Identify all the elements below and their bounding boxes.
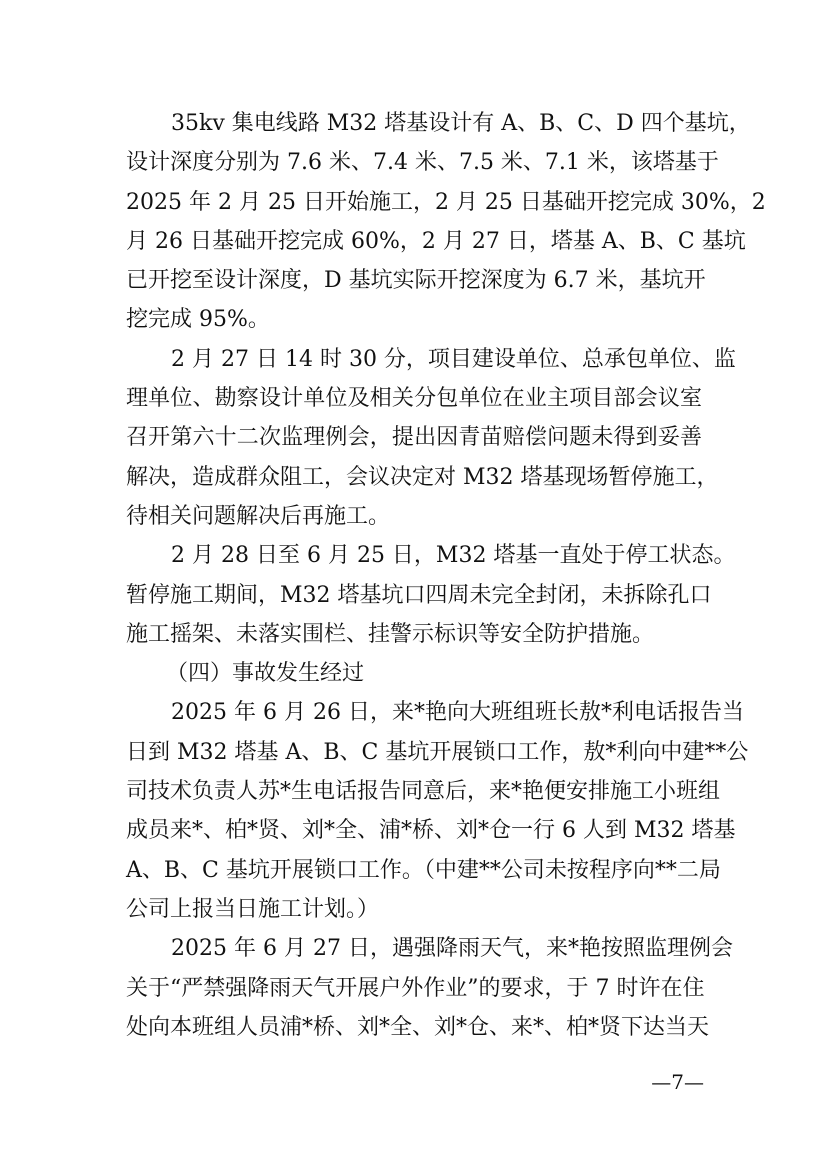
- text-line: 2025 年 2 月 25 日开始施工，2 月 25 日基础开挖完成 30%，2: [126, 189, 766, 215]
- text-line: 理单位、勘察设计单位及相关分包单位在业主项目部会议室: [126, 386, 702, 412]
- document-body: [126, 104, 766, 1047]
- text-line: （四）事故发生经过: [166, 661, 365, 687]
- text-line: 挖完成 95%。: [126, 307, 270, 333]
- text-line: 司技术负责人苏*生电话报告同意后，来*艳便安排施工小班组: [126, 779, 721, 805]
- paragraph: [126, 929, 733, 1047]
- text-line: 月 26 日基础开挖完成 60%，2 月 27 日，塔基 A、B、C 基坑: [126, 228, 746, 254]
- text-line: 施工摇架、未落实围栏、挂警示标识等安全防护措施。: [126, 621, 655, 647]
- text-line: 解决，造成群众阻工，会议决定对 M32 塔基现场暂停施工，: [126, 464, 719, 490]
- text-line: 2025 年 6 月 26 日，来*艳向大班组班长敖*利电话报告当: [171, 700, 744, 726]
- paragraph: [126, 693, 749, 929]
- text-line: 已开挖至设计深度，D 基坑实际开挖深度为 6.7 米，基坑开: [126, 268, 706, 294]
- text-line: 2 月 28 日至 6 月 25 日，M32 塔基一直处于停工状态。: [171, 543, 736, 569]
- page-number: —7—: [651, 1070, 704, 1094]
- text-line: 设计深度分别为 7.6 米、7.4 米、7.5 米、7.1 米，该塔基于: [126, 150, 719, 176]
- text-line: 处向本班组人员浦*桥、刘*全、刘*仓、来*、柏*贤下达当天: [126, 1014, 710, 1040]
- paragraph: [126, 536, 736, 654]
- section-heading: [126, 654, 702, 693]
- paragraph: [126, 340, 736, 536]
- paragraph: [126, 104, 766, 340]
- text-line: 2025 年 6 月 27 日，遇强降雨天气，来*艳按照监理例会: [171, 936, 733, 962]
- text-line: 召开第六十二次监理例会，提出因青苗赔偿问题未得到妥善: [126, 425, 702, 451]
- text-line: 待相关问题解决后再施工。: [126, 503, 391, 529]
- text-line: A、B、C 基坑开展锁口工作。（中建**公司未按程序向**二局: [126, 857, 721, 883]
- text-line: 2 月 27 日 14 时 30 分，项目建设单位、总承包单位、监: [171, 346, 736, 372]
- text-line: 35kv 集电线路 M32 塔基设计有 A、B、C、D 四个基坑，: [171, 111, 751, 136]
- text-line: 成员来*、柏*贤、刘*全、浦*桥、刘*仓一行 6 人到 M32 塔基: [126, 818, 736, 844]
- text-line: 关于“严禁强降雨天气开展户外作业”的要求，于 7 时许在住: [126, 975, 705, 1001]
- text-line: 公司上报当日施工计划。）: [126, 896, 380, 922]
- text-line: 暂停施工期间，M32 塔基坑口四周未完全封闭，未拆除孔口: [126, 582, 712, 608]
- text-line: 日到 M32 塔基 A、B、C 基坑开展锁口工作，敖*利向中建**公: [126, 739, 749, 765]
